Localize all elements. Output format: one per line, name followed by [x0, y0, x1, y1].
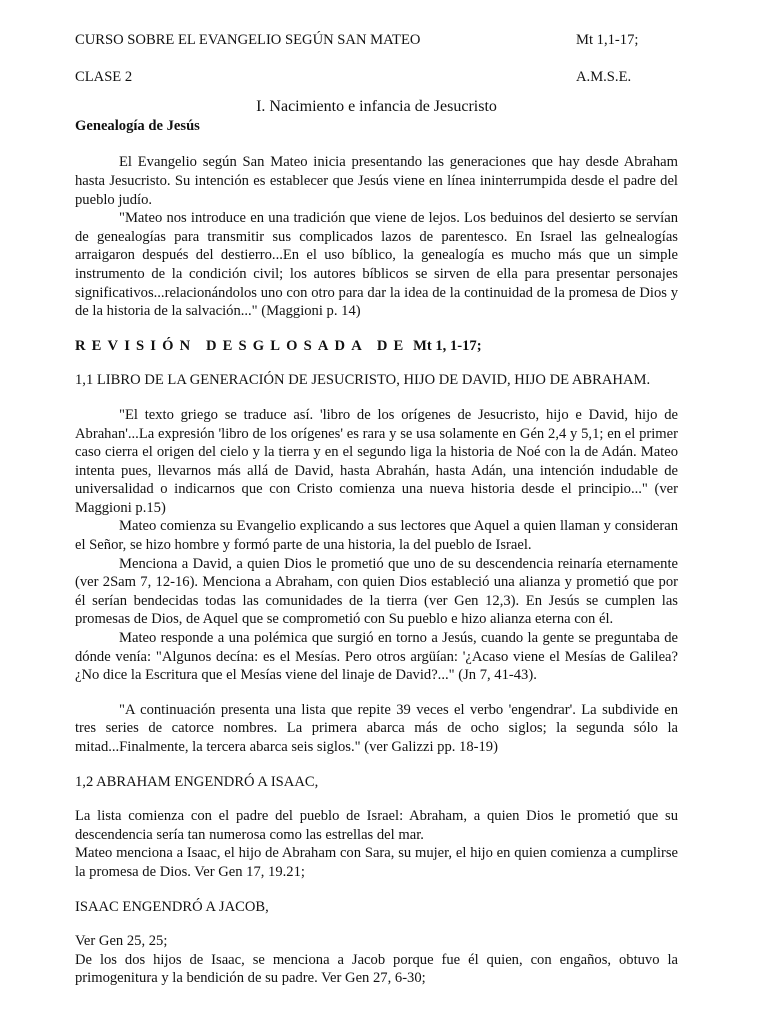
intro-paragraph-1: El Evangelio según San Mateo inicia presentando las generaciones que hay desde Abraham hasta Jesucristo. Su intención es establecer que Jesús viene en línea ininterrumpida desde el padre del pueblo judío.	[75, 154, 678, 208]
verse-1-1-paragraph-4: Mateo responde a una polémica que surgió en torno a Jesús, cuando la gente se preguntaba de dónde venía: "Algunos decína: es el Mesías. Pero otros argüían: '¿Acaso viene el Mesías de Galilea? ¿No dice la Escritura que el Mesías viene del linaje de David?..." (Jn 7, 41-43).	[75, 630, 678, 684]
scripture-reference: Mt 1,1-17;	[576, 32, 639, 48]
verse-1-2-heading: 1,2 ABRAHAM ENGENDRÓ A ISAAC,	[75, 773, 319, 790]
header-row-2	[75, 68, 678, 87]
document-page	[75, 31, 678, 988]
author-initials: A.M.S.E.	[576, 68, 632, 85]
verse-1-1-paragraph-3: Menciona a David, a quien Dios le prometió que uno de su descendencia reinaría eternamente (ver 2Sam 7, 12-16). Menciona a Abraham, con quien Dios estableció una alianza y prometió que por él serían bendecidas todas las comunidades de la tierra (ver Gen 12,3). En Jesús se cumplen las promesas de Dios, de Aquel que se comprometió con Su pueblo e hizo alianza eterna con él.	[75, 555, 678, 628]
section-title: I. Nacimiento e infancia de Jesucristo	[256, 98, 497, 116]
isaac-paragraph-2: De los dos hijos de Isaac, se menciona a Jacob porque fue él quien, con engaños, obtuvo la primogenitura y la bendición de su padre. Ver Gen 27, 6-30;	[75, 951, 678, 987]
isaac-heading: ISAAC ENGENDRÓ A JACOB,	[75, 898, 269, 915]
verse-1-1-paragraph-5: "A continuación presenta una lista que repite 39 veces el verbo 'engendrar'. La subdivide en tres series de catorce nombres. La primera abarca más de ocho siglos; la segunda sólo la mitad...Finalmente, la tercera abarca seis siglos." (ver Galizzi pp. 18-19)	[75, 701, 678, 755]
intro-paragraph-2: "Mateo nos introduce en una tradición que viene de lejos. Los beduinos del desierto se servían de genealogías para transmitir sus complicados lazos de parentesco. En Israel las gelnealogías arraigaron después del destierro...En el uso bíblico, la genealogía es mucho más que un simple instrumento de la condición civil; los autores bíblicos se sirven de ella para presentar personajes significativos...relacionándolos uno con otro para dar la idea de la continuidad de la promesa de Dios y de la historia de la salvación..." (Maggioni p. 14)	[75, 210, 678, 320]
revision-heading-ref: Mt 1, 1-17;	[413, 337, 482, 354]
isaac-paragraph-1: Ver Gen 25, 25;	[75, 933, 168, 950]
course-title: CURSO SOBRE EL EVANGELIO SEGÚN SAN MATEO	[75, 32, 421, 48]
revision-heading	[75, 337, 678, 356]
verse-1-1-paragraph-2: Mateo comienza su Evangelio explicando a sus lectores que Aquel a quien llaman y consideran el Señor, se hizo hombre y formó parte de una historia, la del pueblo de Israel.	[75, 518, 678, 554]
revision-heading-spaced: REVISIÓN DESGLOSADA DE	[75, 337, 410, 354]
verse-1-1-heading: 1,1 LIBRO DE LA GENERACIÓN DE JESUCRISTO, HIJO DE DAVID, HIJO DE ABRAHAM.	[75, 372, 651, 389]
verse-1-2-paragraph-1: La lista comienza con el padre del pueblo de Israel: Abraham, a quien Dios le prometió que su descendencia sería tan numerosa como las estrellas del mar.	[75, 808, 678, 843]
header-row-1	[75, 31, 678, 50]
verse-1-1-paragraph-1: "El texto griego se traduce así. 'libro de los orígenes de Jesucristo, hijo e David, hijo de Abrahan'...La expresión 'libro de los orígenes' es rara y se usa solamente en Gén 2,4 y 5,1; en el primer caso cierra el origen del cielo y la tierra y en el segundo liga la historia de Noé con la de Adán. Mateo intenta pues, llevarnos más allá de David, hasta Abrahán, hasta Adán, una intención indudable de universalidad o indicarnos que con Cristo comienza una nueva historia desde el principio..." (ver Maggioni p.15)	[75, 406, 678, 516]
verse-1-2-paragraph-2: Mateo menciona a Isaac, el hijo de Abraham con Sara, su mujer, el hijo en quien comienza a cumplirse la promesa de Dios. Ver Gen 17, 19.21;	[75, 845, 678, 880]
subsection-title: Genealogía de Jesús	[75, 117, 200, 134]
class-label: CLASE 2	[75, 68, 133, 85]
